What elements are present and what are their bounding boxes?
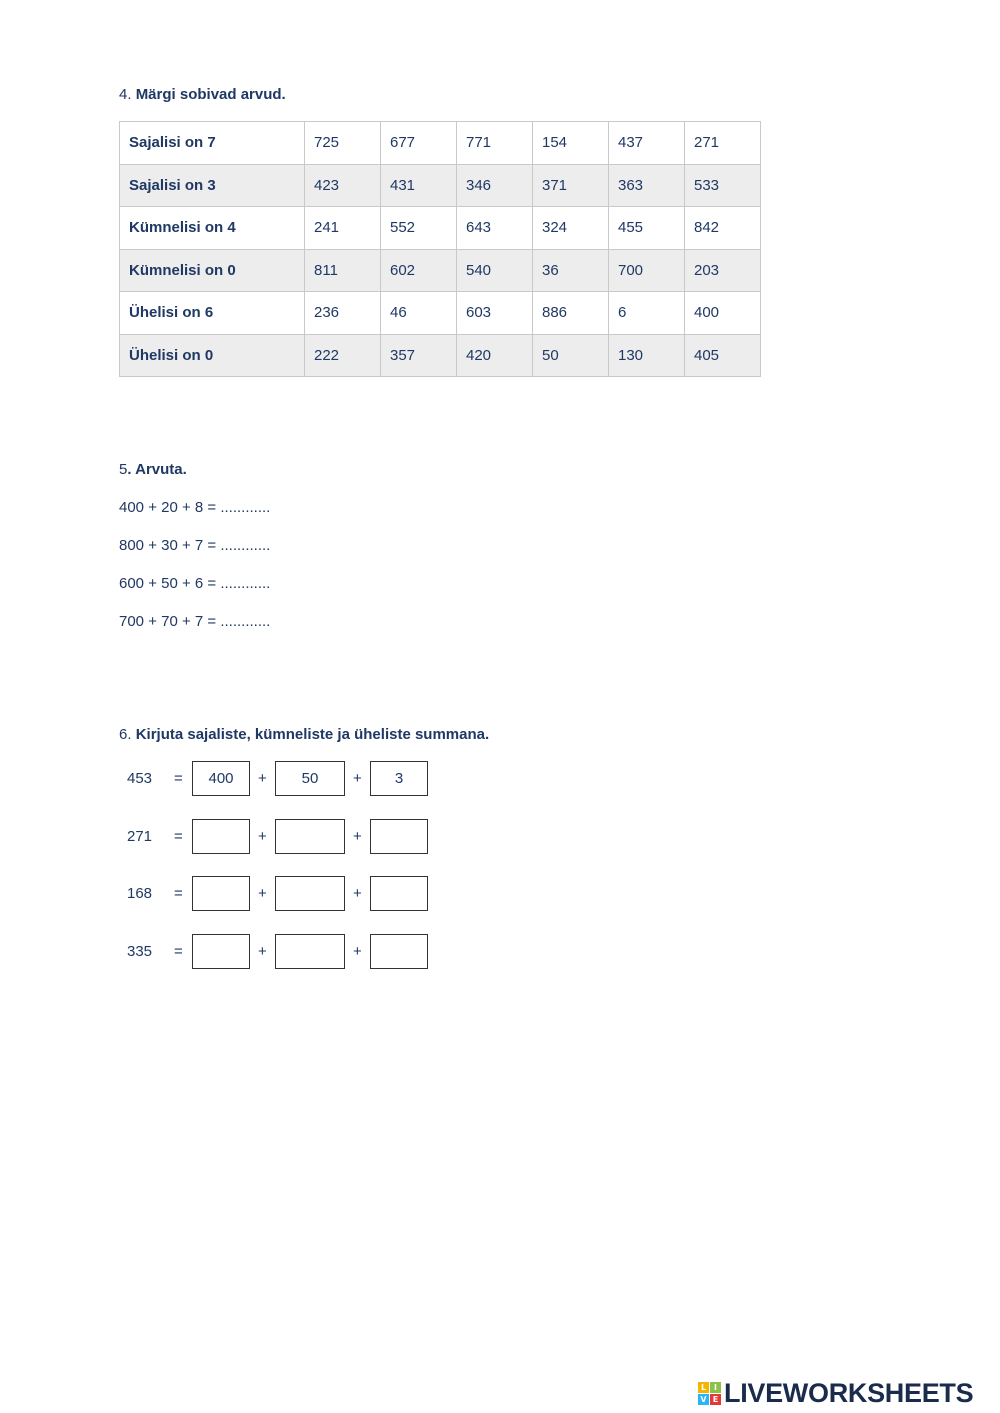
number-cell[interactable]: 533 <box>685 164 761 207</box>
ex6-number-value: 335 <box>127 943 153 960</box>
ex6-heading <box>119 726 489 743</box>
ex6-row <box>0 761 500 797</box>
row-label: Kümnelisi on 0 <box>120 249 305 292</box>
ex5-line[interactable]: 400 + 20 + 8 = ............ <box>119 499 271 516</box>
number-cell[interactable]: 552 <box>381 207 457 250</box>
number-cell[interactable]: 236 <box>305 292 381 335</box>
plus-sign: + <box>353 885 362 902</box>
row-label: Ühelisi on 6 <box>120 292 305 335</box>
number-cell[interactable]: 455 <box>609 207 685 250</box>
ex4-row <box>120 249 761 292</box>
ex5-number: 5 <box>119 461 128 478</box>
ex6-row <box>0 819 500 855</box>
ex5-title: . Arvuta. <box>127 461 187 478</box>
logo-tile: E <box>710 1394 721 1405</box>
plus-sign: + <box>353 828 362 845</box>
number-cell[interactable]: 540 <box>457 249 533 292</box>
logo-tile: I <box>710 1382 721 1393</box>
number-cell[interactable]: 36 <box>533 249 609 292</box>
number-cell[interactable]: 346 <box>457 164 533 207</box>
number-cell[interactable]: 371 <box>533 164 609 207</box>
ones-box[interactable] <box>370 819 428 854</box>
equals-sign: = <box>174 828 183 845</box>
number-cell[interactable]: 241 <box>305 207 381 250</box>
number-cell[interactable]: 725 <box>305 122 381 165</box>
ones-box[interactable]: 3 <box>370 761 428 796</box>
logo-tile: L <box>698 1382 709 1393</box>
ex6-number-value: 271 <box>127 828 153 845</box>
equals-sign: = <box>174 885 183 902</box>
plus-sign: + <box>353 943 362 960</box>
number-cell[interactable]: 400 <box>685 292 761 335</box>
number-cell[interactable]: 405 <box>685 334 761 377</box>
number-cell[interactable]: 357 <box>381 334 457 377</box>
ex4-row <box>120 164 761 207</box>
ex6-number-value: 168 <box>127 885 153 902</box>
number-cell[interactable]: 431 <box>381 164 457 207</box>
number-cell[interactable]: 46 <box>381 292 457 335</box>
row-label: Sajalisi on 7 <box>120 122 305 165</box>
number-cell[interactable]: 420 <box>457 334 533 377</box>
plus-sign: + <box>258 943 267 960</box>
ex4-table <box>119 121 761 377</box>
ones-box[interactable] <box>370 934 428 969</box>
number-cell[interactable]: 423 <box>305 164 381 207</box>
ex6-number-value: 453 <box>127 770 153 787</box>
ex6-title: Kirjuta sajaliste, kümneliste ja üheliste summana. <box>135 726 490 743</box>
number-cell[interactable]: 842 <box>685 207 761 250</box>
number-cell[interactable]: 203 <box>685 249 761 292</box>
number-cell[interactable]: 811 <box>305 249 381 292</box>
number-cell[interactable]: 771 <box>457 122 533 165</box>
number-cell[interactable]: 154 <box>533 122 609 165</box>
number-cell[interactable]: 50 <box>533 334 609 377</box>
logo-text: LIVEWORKSHEETS <box>724 1377 974 1408</box>
ex6-row <box>0 876 500 912</box>
hundreds-box[interactable] <box>192 876 250 911</box>
tens-box[interactable] <box>275 934 345 969</box>
ex4-number: 4. <box>119 86 132 103</box>
ex4-heading <box>119 86 286 103</box>
number-cell[interactable]: 6 <box>609 292 685 335</box>
equals-sign: = <box>174 770 183 787</box>
hundreds-box[interactable]: 400 <box>192 761 250 796</box>
equals-sign: = <box>174 943 183 960</box>
ex5-line[interactable]: 800 + 30 + 7 = ............ <box>119 537 271 554</box>
number-cell[interactable]: 363 <box>609 164 685 207</box>
number-cell[interactable]: 271 <box>685 122 761 165</box>
ex5-line[interactable]: 700 + 70 + 7 = ............ <box>119 613 271 630</box>
number-cell[interactable]: 677 <box>381 122 457 165</box>
plus-sign: + <box>258 770 267 787</box>
ones-box[interactable] <box>370 876 428 911</box>
ex4-title: Märgi sobivad arvud. <box>135 86 286 103</box>
logo-tile: V <box>698 1394 709 1405</box>
plus-sign: + <box>353 770 362 787</box>
ex5-heading <box>119 461 187 478</box>
hundreds-box[interactable] <box>192 819 250 854</box>
ex5-line[interactable]: 600 + 50 + 6 = ............ <box>119 575 271 592</box>
plus-sign: + <box>258 885 267 902</box>
liveworksheets-logo <box>698 1378 973 1408</box>
number-cell[interactable]: 324 <box>533 207 609 250</box>
number-cell[interactable]: 700 <box>609 249 685 292</box>
tens-box[interactable]: 50 <box>275 761 345 796</box>
row-label: Sajalisi on 3 <box>120 164 305 207</box>
plus-sign: + <box>258 828 267 845</box>
ex4-row <box>120 207 761 250</box>
number-cell[interactable]: 437 <box>609 122 685 165</box>
ex6-row <box>0 934 500 970</box>
number-cell[interactable]: 222 <box>305 334 381 377</box>
number-cell[interactable]: 643 <box>457 207 533 250</box>
number-cell[interactable]: 886 <box>533 292 609 335</box>
ex4-row <box>120 122 761 165</box>
row-label: Kümnelisi on 4 <box>120 207 305 250</box>
number-cell[interactable]: 130 <box>609 334 685 377</box>
tens-box[interactable] <box>275 819 345 854</box>
ex4-row <box>120 292 761 335</box>
number-cell[interactable]: 602 <box>381 249 457 292</box>
hundreds-box[interactable] <box>192 934 250 969</box>
logo-tiles-icon <box>698 1382 721 1405</box>
ex4-row <box>120 334 761 377</box>
tens-box[interactable] <box>275 876 345 911</box>
number-cell[interactable]: 603 <box>457 292 533 335</box>
ex6-number: 6. <box>119 726 132 743</box>
row-label: Ühelisi on 0 <box>120 334 305 377</box>
